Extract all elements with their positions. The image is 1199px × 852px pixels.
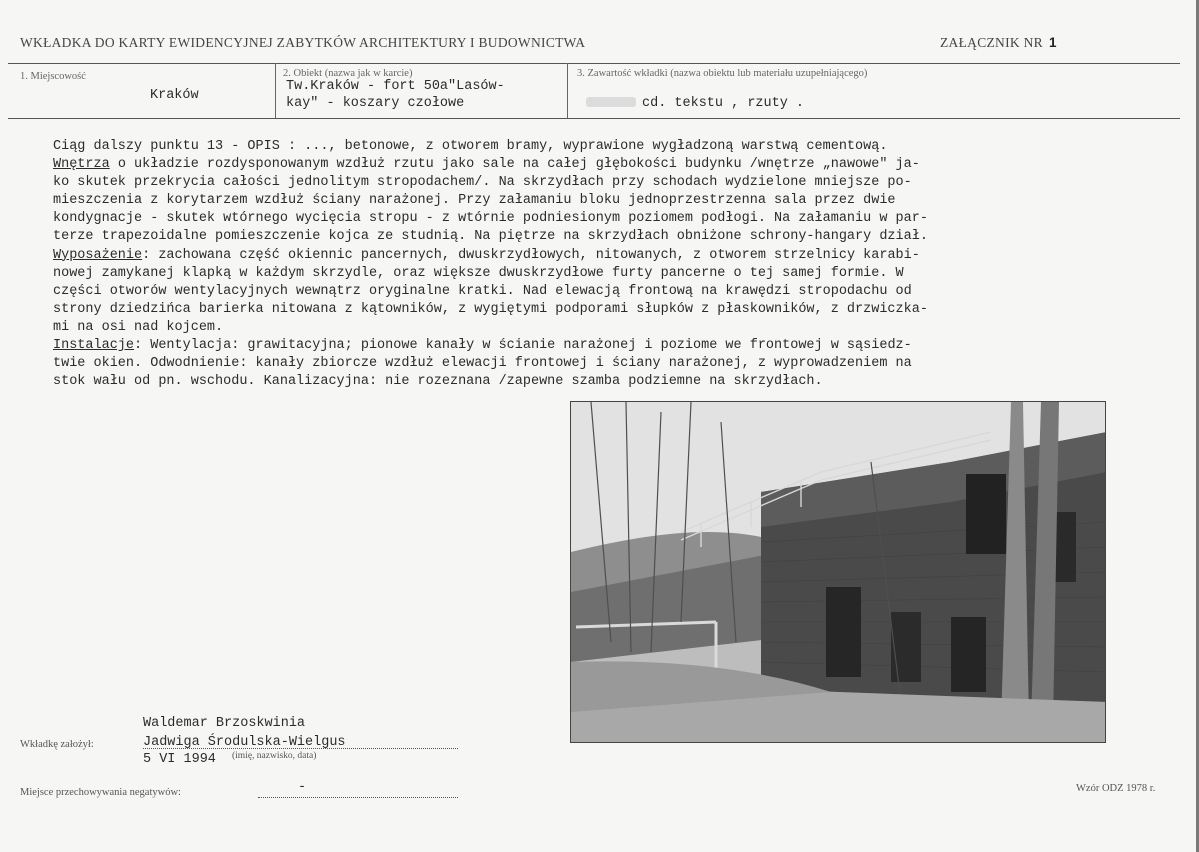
text-line-rest: o układzie rozdysponowanym wzdłuż rzutu jako sale na całej głębokości budynku /wnętrze „nawowe" ja- (109, 157, 920, 173)
header-rule-top (8, 63, 1180, 64)
text-line: terze trapezoidalne pomieszczenie kojca ze studnią. Na piętrze na skrzydłach obniżone schrony-hangary dział. (53, 229, 928, 245)
field-2-value-line-2: kay" - koszary czołowe (286, 96, 465, 111)
author-name-1: Waldemar Brzoskwinia (143, 716, 306, 731)
field-3-value-text: cd. tekstu , rzuty . (642, 96, 805, 111)
smudge-mark (586, 97, 636, 107)
field-1-label: 1. Miejscowość (20, 71, 86, 82)
annex-label-text: ZAŁĄCZNIK NR (940, 35, 1043, 50)
section-heading: Wyposażenie (53, 247, 143, 263)
text-line (53, 247, 1178, 265)
text-line: części otworów wentylacyjnych wewnątrz oryginalne kratki. Nad elewacją frontową na krawędzi stropodachu od (53, 283, 912, 299)
fort-photograph (570, 401, 1106, 743)
header-rule-bottom (8, 118, 1180, 119)
annex-label (940, 35, 1057, 51)
section-heading: Wnętrza (53, 157, 110, 173)
section-heading: Instalacje (53, 338, 135, 354)
text-line: twie okien. Odwodnienie: kanały zbiorcze wzdłuż elewacji frontowej i ściany narażonej, z wyprowadzeniem na (53, 356, 912, 372)
text-line: mieszczenia z korytarzem wzdłuż ściany narażonej. Przy załamaniu bloku jednoprzestrzenna sala przez dwie (53, 193, 896, 209)
field-3-label: 3. Zawartość wkładki (nazwa obiektu lub materiału uzupełniającego) (577, 68, 868, 79)
field-2-value (286, 78, 568, 112)
text-line: ko skutek przekrycia całości jednolitym stropodachem/. Na skrzydłach przy schodach wydzielone mniejsze po- (53, 175, 912, 191)
signature-line (143, 748, 458, 749)
storage-line (258, 797, 458, 798)
text-line: kondygnacje - skutek wtórnego wycięcia stropu - z wtórnie podniesionym poziomem podłogi. Na załamaniu w par- (53, 211, 928, 227)
text-line: nowej zamykanej klapką w każdym skrzydle, oraz większe dwuskrzydłowe furty pancerne o tej samej formie. W (53, 265, 904, 281)
text-line: mi na osi nad kojcem. (53, 319, 224, 335)
form-version-note: Wzór ODZ 1978 r. (1076, 783, 1156, 794)
storage-label: Miejsce przechowywania negatywów: (20, 787, 181, 798)
made-by-label: Wkładkę założył: (20, 739, 94, 750)
description-text (53, 138, 1178, 391)
field-3-value (586, 96, 804, 111)
text-line-rest: : Wentylacja: grawitacyjna; pionowe kanały w ścianie narażonej i poziome we frontowej w sąsiedz- (134, 338, 912, 354)
text-line: Ciąg dalszy punktu 13 - OPIS : ..., betonowe, z otworem bramy, wyprawione wygładzoną warstwą cementową. (53, 139, 888, 154)
text-line: strony dziedzińca barierka nitowana z kątowników, z wygiętymi podporami słupków z płaskowników, z drzwiczka- (53, 301, 928, 317)
field-1-value: Kraków (150, 88, 199, 103)
field-2-value-line-1: Tw.Kraków - fort 50a"Lasów- (286, 79, 505, 94)
author-name-2: Jadwiga Środulska-Wielgus (143, 735, 346, 750)
text-line: stok wału od pn. wschodu. Kanalizacyjna: nie rozeznana /zapewne szamba podziemne na skrzydłach. (53, 374, 823, 390)
form-title: WKŁADKA DO KARTY EWIDENCYJNEJ ZABYTKÓW ARCHITEKTURY I BUDOWNICTWA (20, 35, 586, 50)
storage-value: - (298, 780, 307, 795)
date-note: (imię, nazwisko, data) (232, 751, 317, 761)
field-2-label: 2. Obiekt (nazwa jak w karcie) (283, 68, 413, 79)
photo-illustration (571, 402, 1106, 743)
field-divider-1 (275, 63, 276, 118)
text-line (53, 337, 1178, 355)
annex-number: 1 (1048, 35, 1057, 50)
text-line-rest: : zachowana część okiennic pancernych, dwuskrzydłowych, nitowanych, z otworem strzelnicy karabi- (142, 247, 920, 263)
text-line (53, 156, 1178, 174)
record-date: 5 VI 1994 (143, 752, 216, 767)
